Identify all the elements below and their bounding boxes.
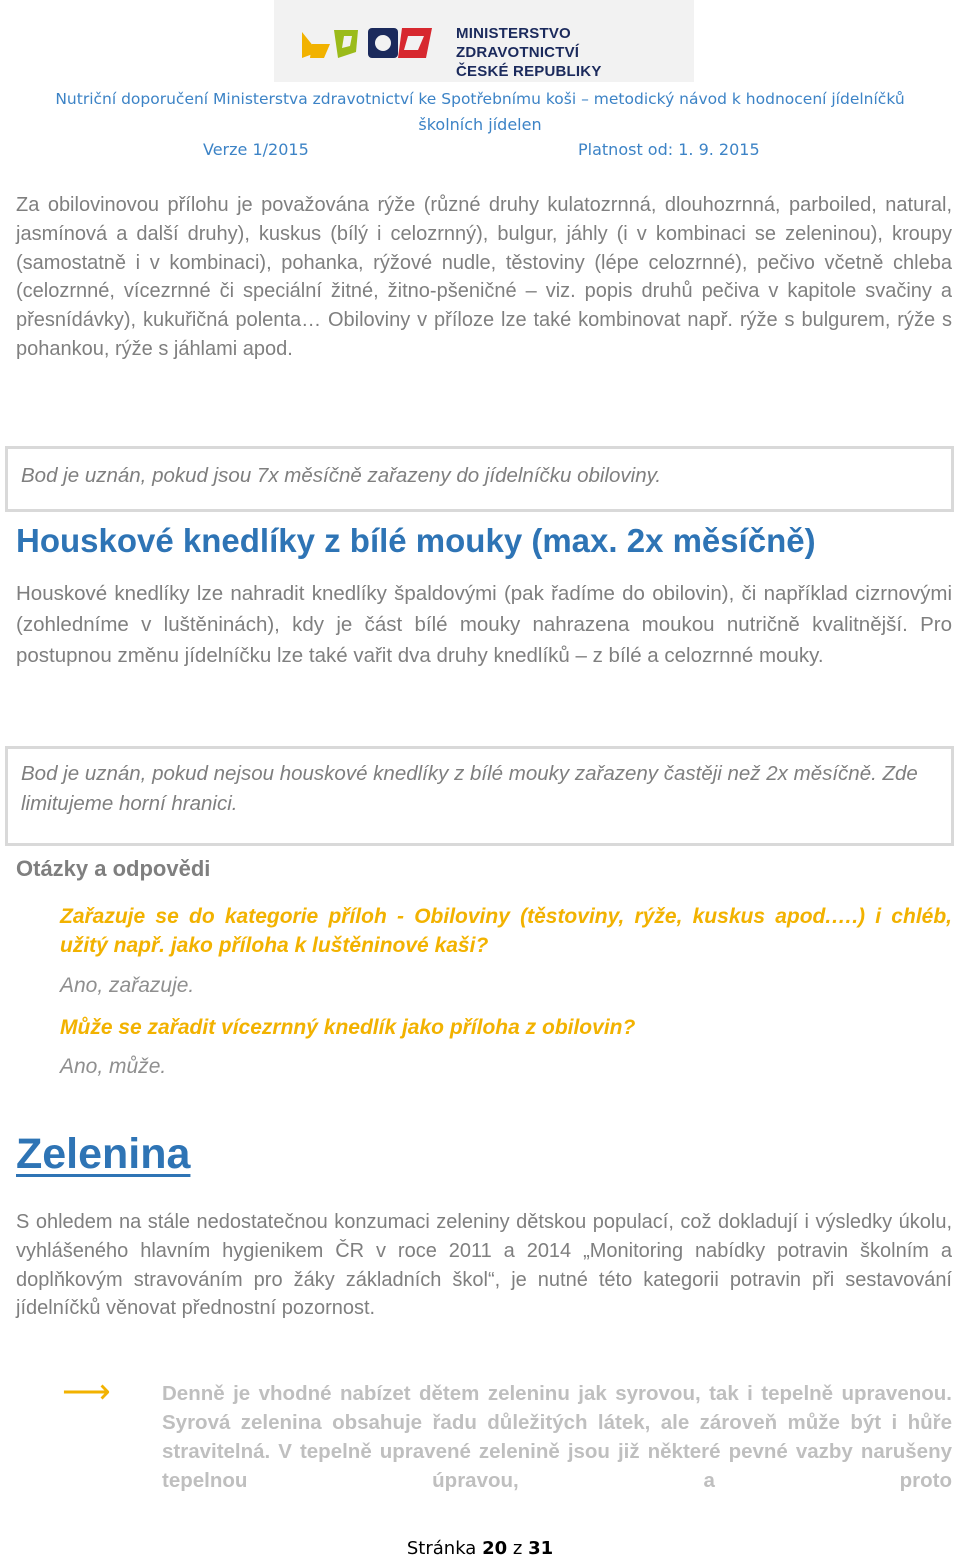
faq-answer-2: Ano, může.	[60, 1055, 167, 1078]
logo-text-line2: ČESKÉ REPUBLIKY	[456, 63, 602, 80]
logo-text-line1: MINISTERSTVO ZDRAVOTNICTVÍ	[456, 25, 580, 61]
dumplings-criterion-box	[5, 746, 954, 846]
cereals-paragraph: Za obilovinovou přílohu je považována rýže (různé druhy kulatozrnná, dlouhozrnná, parboiled, natural, jasmínová a další druhy), kuskus (bílý i celozrnný), bulgur, jáhly (i v kombinaci se zeleninou), kroupy (samostatně i v kombinaci), pohanka, rýžové nudle, těstoviny (lépe celozrnné), pečivo včetně chleba (celozrnné, vícezrnné či speciální žitné, žitno-pšeničné – viz. popis druhů pečiva v kapitole svačiny a přesnídávky), kukuřičná polenta… Obiloviny v příloze lze také kombinovat např. rýže s bulgurem, rýže s pohankou, rýže s jáhlami apod.	[16, 194, 952, 360]
page-footer	[0, 1538, 960, 1559]
dumplings-heading: Houskové knedlíky z bílé mouky (max. 2x měsíčně)	[16, 522, 816, 559]
cereals-criterion-box	[5, 446, 954, 512]
footer-page-number: 20	[482, 1538, 508, 1559]
header-title-line2: školních jídelen	[418, 115, 542, 134]
footer-total-pages: 31	[528, 1538, 554, 1559]
faq-question-2: Může se zařadit vícezrnný knedlík jako příloha z obilovin?	[60, 1016, 636, 1039]
footer-of-word: z	[512, 1538, 523, 1559]
faq-heading: Otázky a odpovědi	[16, 856, 211, 881]
faq-answer-1: Ano, zařazuje.	[60, 974, 195, 997]
vegetables-heading: Zelenina	[16, 1130, 191, 1178]
header-validity: Platnost od: 1. 9. 2015	[578, 140, 760, 159]
cereals-criterion-text: Bod je uznán, pokud jsou 7x měsíčně zařazeny do jídelníčku obiloviny.	[21, 464, 662, 487]
ministry-logo-icon	[298, 22, 448, 62]
ministry-logo	[274, 0, 694, 82]
vegetables-paragraph: S ohledem na stále nedostatečnou konzumaci zeleniny dětskou populací, což dokladují i výsledky úkolu, vyhlášeného hlavním hygienikem ČR v roce 2011 a 2014 „Monitoring nabídky potravin školním a doplňkovým stravováním pro žáky základních škol“, je nutné této kategorii potravin při sestavování jídelníčků věnovat přednostní pozornost.	[16, 1211, 952, 1320]
dumplings-paragraph: Houskové knedlíky lze nahradit knedlíky špaldovými (pak řadíme do obilovin), či například cizrnovými (zohledníme v luštěninách), kdy je část bílé mouky nahrazena moukou nutričně kvalitnější. Pro postupnou změnu jídelníčku lze také vařit dva druhy knedlíků – z bílé a celozrnné mouky.	[16, 582, 952, 667]
ministry-logo-text	[456, 24, 694, 81]
vegetables-highlight: Denně je vhodné nabízet dětem zeleninu jak syrovou, tak i tepelně upravenou. Syrová zelenina obsahuje řadu důležitých látek, ale zároveň může být i hůře stravitelná. V tepelně upravené zelenině jsou již některé pevné vazby narušeny tepelnou úpravou, a proto	[162, 1382, 952, 1492]
dumplings-criterion-text: Bod je uznán, pokud nejsou houskové knedlíky z bílé mouky zařazeny častěji než 2x měsíčně. Zde limitujeme horní hranici.	[21, 762, 918, 815]
arrow-icon: ⟶	[62, 1373, 111, 1411]
faq-question-1: Zařazuje se do kategorie příloh - Obiloviny (těstoviny, rýže, kuskus apod.….) i chléb, užitý např. jako příloha k luštěninové kaši?	[60, 905, 952, 957]
header-version: Verze 1/2015	[203, 140, 309, 159]
header-title-line1: Nutriční doporučení Ministerstva zdravotnictví ke Spotřebnímu koši – metodický návod k hodnocení jídelníčků	[55, 90, 905, 108]
footer-page-word: Stránka	[406, 1538, 477, 1559]
